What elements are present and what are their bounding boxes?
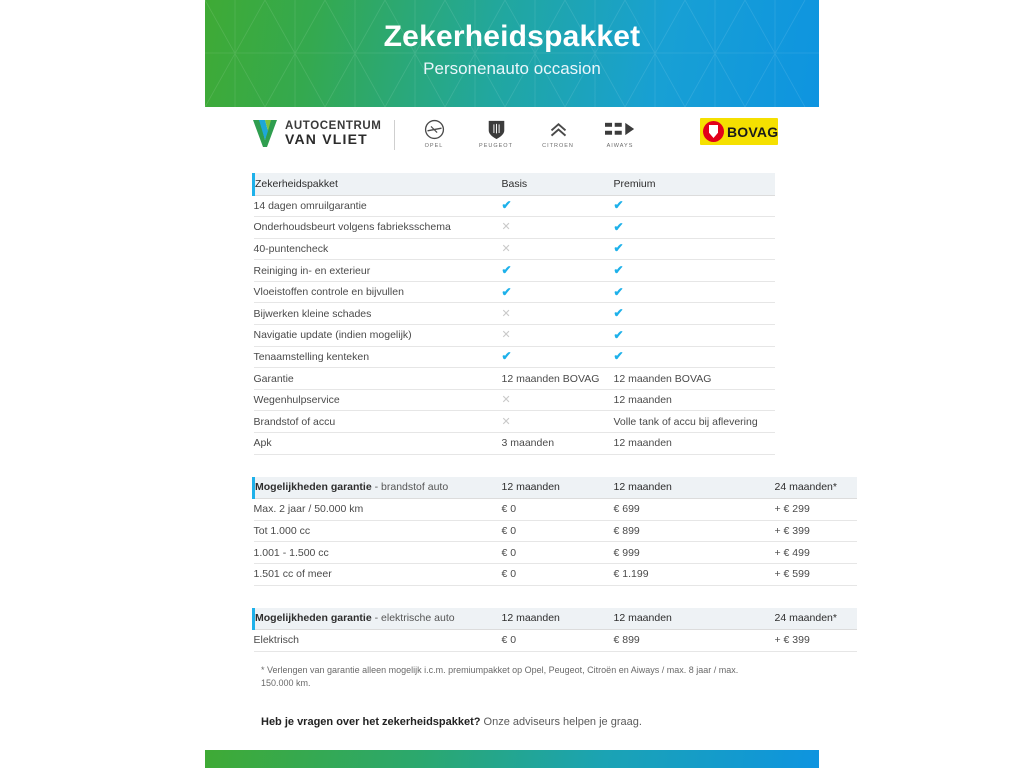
table-header-row — [254, 477, 857, 499]
zekerheidspakket-table — [252, 173, 775, 455]
row-label: Tenaamstelling kenteken — [254, 346, 502, 368]
row-extension: + € 599 — [775, 563, 857, 585]
bovag-emblem-icon — [703, 121, 724, 142]
check-icon: ✔ — [613, 327, 624, 342]
page-title: Zekerheidspakket — [383, 20, 641, 53]
table-row — [254, 260, 775, 282]
marque-peugeot-label: PEUGEOT — [479, 143, 513, 149]
row-basis — [502, 346, 614, 368]
header-24-maanden: 24 maanden* — [775, 608, 857, 630]
row-basis: € 0 — [502, 563, 614, 585]
marque-citroen-label: CITROEN — [542, 143, 574, 149]
check-icon: ✔ — [613, 263, 624, 278]
row-label: 1.001 - 1.500 cc — [254, 542, 502, 564]
row-basis — [502, 238, 614, 260]
contact-question — [252, 716, 773, 728]
row-label: Garantie — [254, 368, 502, 390]
table-row — [254, 346, 775, 368]
peugeot-logo-icon — [474, 118, 518, 140]
row-label: Onderhoudsbeurt volgens fabrieksschema — [254, 217, 502, 239]
row-premium: € 999 — [614, 542, 775, 564]
row-premium — [614, 238, 775, 260]
row-premium: € 699 — [614, 499, 775, 521]
row-premium: 12 maanden BOVAG — [614, 368, 775, 390]
row-premium — [614, 325, 775, 347]
header-12-maanden-basis: 12 maanden — [502, 608, 614, 630]
brand-divider — [394, 120, 395, 150]
check-icon: ✔ — [613, 219, 624, 234]
table-header-row — [254, 608, 857, 630]
page-subtitle: Personenauto occasion — [423, 59, 601, 78]
row-label: Apk — [254, 433, 502, 455]
bovag-label: BOVAG — [727, 123, 779, 140]
check-icon: ✔ — [501, 263, 512, 278]
header-basis: Basis — [502, 173, 614, 195]
contact-question-rest: Onze adviseurs helpen je graag. — [480, 715, 642, 728]
row-label: Brandstof of accu — [254, 411, 502, 433]
cross-icon: ✕ — [501, 394, 511, 407]
row-extension: + € 499 — [775, 542, 857, 564]
contact-question-bold: Heb je vragen over het zekerheidspakket? — [261, 715, 481, 728]
row-basis: € 0 — [502, 630, 614, 652]
row-basis — [502, 260, 614, 282]
row-basis: € 0 — [502, 520, 614, 542]
table-row — [254, 630, 857, 652]
table-row — [254, 303, 775, 325]
row-label: Wegenhulpservice — [254, 389, 502, 411]
row-basis — [502, 303, 614, 325]
row-basis — [502, 281, 614, 303]
row-basis — [502, 195, 614, 217]
row-premium — [614, 281, 775, 303]
check-icon: ✔ — [501, 284, 512, 299]
table-row — [254, 217, 775, 239]
table-row — [254, 368, 775, 390]
table-row — [254, 499, 857, 521]
row-basis — [502, 389, 614, 411]
header-24-maanden: 24 maanden* — [775, 477, 857, 499]
row-premium — [614, 303, 775, 325]
check-icon: ✔ — [613, 198, 624, 213]
cross-icon: ✕ — [501, 329, 511, 342]
table-row — [254, 433, 775, 455]
check-icon: ✔ — [613, 241, 624, 256]
content-sheet — [252, 173, 837, 728]
footnote: * Verlengen van garantie alleen mogelijk i.c.m. premiumpakket op Opel, Peugeot, Citroën en Aiways / max. 8 jaar / max. 150.000 km. — [261, 664, 739, 688]
row-basis: € 0 — [502, 499, 614, 521]
check-icon: ✔ — [613, 306, 624, 321]
row-basis: 12 maanden BOVAG — [502, 368, 614, 390]
table-header-row — [254, 173, 775, 195]
row-premium — [614, 346, 775, 368]
row-premium: € 1.199 — [614, 563, 775, 585]
row-label: 1.501 cc of meer — [254, 563, 502, 585]
row-extension: + € 299 — [775, 499, 857, 521]
table-row — [254, 281, 775, 303]
section-spacer — [252, 586, 773, 608]
marque-opel-label: OPEL — [424, 143, 444, 149]
garantie-elektrisch-table — [252, 608, 857, 652]
table-row — [254, 411, 775, 433]
check-icon: ✔ — [613, 284, 624, 299]
row-label: Elektrisch — [254, 630, 502, 652]
brand-row — [252, 118, 779, 160]
table-row — [254, 325, 775, 347]
check-icon: ✔ — [501, 198, 512, 213]
marque-citroen — [536, 118, 580, 149]
header-12-maanden-premium: 12 maanden — [614, 477, 775, 499]
row-basis — [502, 411, 614, 433]
marque-aiways-label: AIWAYS — [606, 143, 634, 149]
header-12-maanden-basis: 12 maanden — [502, 477, 614, 499]
row-label: Max. 2 jaar / 50.000 km — [254, 499, 502, 521]
opel-logo-icon — [412, 118, 456, 140]
cross-icon: ✕ — [501, 242, 511, 255]
row-extension: + € 399 — [775, 630, 857, 652]
section-spacer — [252, 455, 773, 477]
citroen-logo-icon — [536, 118, 580, 140]
autocentrum-van-vliet-logo — [252, 118, 381, 148]
header-garantie-elektrisch: Mogelijkheden garantie - elektrische auto — [254, 608, 502, 630]
header-pakket: Zekerheidspakket — [254, 173, 502, 195]
table-row — [254, 542, 857, 564]
table-row — [254, 195, 775, 217]
marque-peugeot — [474, 118, 518, 149]
logo-line-2: VAN VLIET — [285, 130, 368, 147]
check-icon: ✔ — [613, 349, 624, 364]
cross-icon: ✕ — [501, 221, 511, 234]
row-extension: + € 399 — [775, 520, 857, 542]
row-basis — [502, 217, 614, 239]
row-label: Bijwerken kleine schades — [254, 303, 502, 325]
header-premium: Premium — [614, 173, 775, 195]
row-premium — [614, 260, 775, 282]
cross-icon: ✕ — [501, 307, 511, 320]
row-premium: € 899 — [614, 630, 775, 652]
row-label: 40-puntencheck — [254, 238, 502, 260]
van-vliet-mark-icon — [252, 118, 278, 148]
header-banner — [205, 0, 819, 107]
logo-line-1: AUTOCENTRUM — [285, 119, 382, 132]
row-basis — [502, 325, 614, 347]
row-label: Navigatie update (indien mogelijk) — [254, 325, 502, 347]
table-row — [254, 389, 775, 411]
cross-icon: ✕ — [501, 415, 511, 428]
marque-opel — [412, 118, 456, 149]
aiways-logo-icon — [598, 118, 642, 140]
row-label: Reiniging in- en exterieur — [254, 260, 502, 282]
row-premium: € 899 — [614, 520, 775, 542]
row-premium: Volle tank of accu bij aflevering — [614, 411, 775, 433]
row-premium: 12 maanden — [614, 389, 775, 411]
bovag-logo — [700, 118, 778, 145]
table-row — [254, 238, 775, 260]
marque-aiways — [598, 118, 642, 149]
row-label: 14 dagen omruilgarantie — [254, 195, 502, 217]
footer-bar — [205, 750, 819, 768]
table-row — [254, 520, 857, 542]
check-icon: ✔ — [501, 349, 512, 364]
row-basis: € 0 — [502, 542, 614, 564]
row-premium: 12 maanden — [614, 433, 775, 455]
row-basis: 3 maanden — [502, 433, 614, 455]
garantie-brandstof-table — [252, 477, 857, 586]
row-label: Tot 1.000 cc — [254, 520, 502, 542]
row-premium — [614, 217, 775, 239]
header-12-maanden-premium: 12 maanden — [614, 608, 775, 630]
table-row — [254, 563, 857, 585]
row-label: Vloeistoffen controle en bijvullen — [254, 281, 502, 303]
row-premium — [614, 195, 775, 217]
marque-list — [412, 118, 642, 149]
header-garantie-brandstof: Mogelijkheden garantie - brandstof auto — [254, 477, 502, 499]
